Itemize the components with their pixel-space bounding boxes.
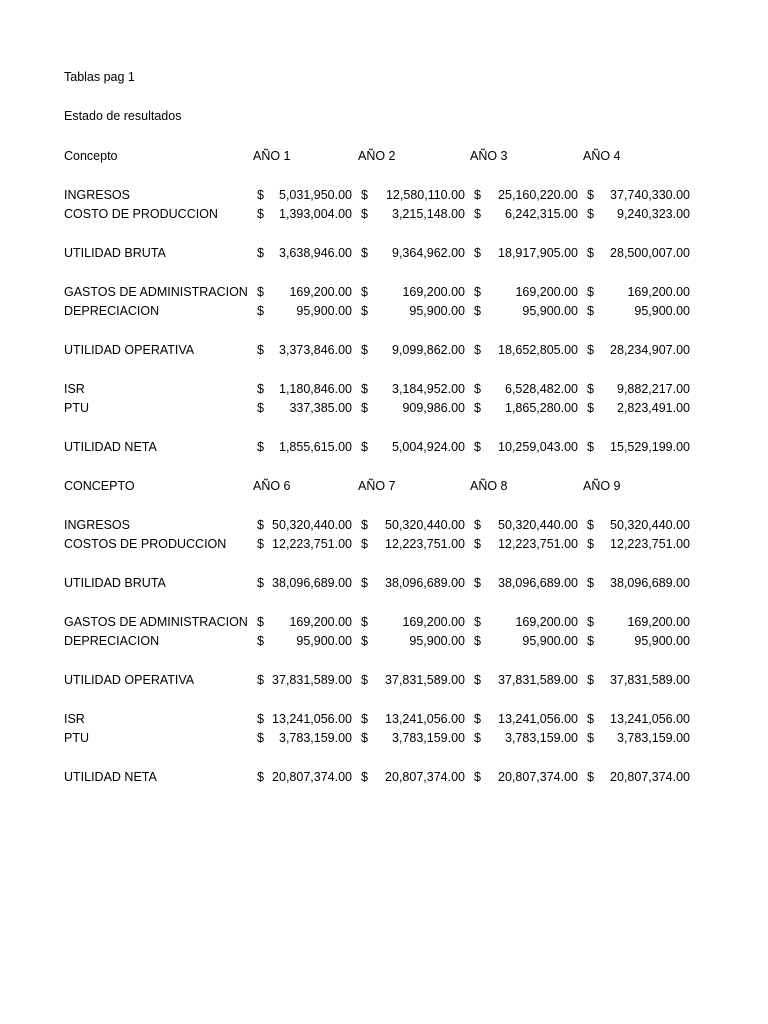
currency-symbol: $ — [474, 401, 481, 415]
amount-cell: 95,900.00 — [409, 304, 465, 318]
currency-symbol: $ — [257, 518, 264, 532]
amount-cell: 169,200.00 — [627, 285, 690, 299]
currency-symbol: $ — [361, 188, 368, 202]
currency-symbol: $ — [361, 537, 368, 551]
currency-symbol: $ — [587, 712, 594, 726]
currency-symbol: $ — [257, 382, 264, 396]
row-label: UTILIDAD OPERATIVA — [64, 343, 195, 357]
currency-symbol: $ — [361, 673, 368, 687]
currency-symbol: $ — [257, 285, 264, 299]
currency-symbol: $ — [361, 576, 368, 590]
amount-cell: 169,200.00 — [289, 615, 352, 629]
amount-cell: 20,807,374.00 — [610, 770, 690, 784]
amount-cell: 1,855,615.00 — [279, 440, 352, 454]
amount-cell: 9,364,962.00 — [392, 246, 465, 260]
table-row — [0, 244, 768, 262]
amount-cell: 15,529,199.00 — [610, 440, 690, 454]
table-row — [0, 574, 768, 592]
amount-cell: 50,320,440.00 — [272, 518, 352, 532]
currency-symbol: $ — [587, 518, 594, 532]
amount-cell: 37,740,330.00 — [610, 188, 690, 202]
table-row — [0, 710, 768, 728]
currency-symbol: $ — [474, 673, 481, 687]
amount-cell: 95,900.00 — [296, 634, 352, 648]
currency-symbol: $ — [361, 207, 368, 221]
row-label: UTILIDAD NETA — [64, 440, 157, 454]
header-row — [0, 477, 768, 495]
row-label: UTILIDAD OPERATIVA — [64, 673, 195, 687]
currency-symbol: $ — [361, 440, 368, 454]
table-row — [0, 535, 768, 553]
column-header-year: AÑO 4 — [583, 149, 621, 163]
currency-symbol: $ — [361, 285, 368, 299]
amount-cell: 12,580,110.00 — [385, 188, 465, 202]
amount-cell: 5,004,924.00 — [392, 440, 465, 454]
amount-cell: 3,783,159.00 — [279, 731, 352, 745]
amount-cell: 3,783,159.00 — [392, 731, 465, 745]
column-header-year: AÑO 6 — [253, 479, 291, 493]
amount-cell: 38,096,689.00 — [385, 576, 465, 590]
row-label: ISR — [64, 382, 85, 396]
table-row — [0, 302, 768, 320]
amount-cell: 9,099,862.00 — [392, 343, 465, 357]
row-label: UTILIDAD BRUTA — [64, 576, 166, 590]
row-label: PTU — [64, 731, 89, 745]
currency-symbol: $ — [474, 343, 481, 357]
amount-cell: 37,831,589.00 — [385, 673, 465, 687]
currency-symbol: $ — [587, 731, 594, 745]
amount-cell: 169,200.00 — [402, 285, 465, 299]
currency-symbol: $ — [587, 537, 594, 551]
currency-symbol: $ — [474, 731, 481, 745]
amount-cell: 38,096,689.00 — [498, 576, 578, 590]
amount-cell: 18,652,805.00 — [498, 343, 578, 357]
column-header-concept: CONCEPTO — [64, 479, 135, 493]
amount-cell: 20,807,374.00 — [385, 770, 465, 784]
currency-symbol: $ — [361, 518, 368, 532]
table-row — [0, 186, 768, 204]
currency-symbol: $ — [587, 770, 594, 784]
currency-symbol: $ — [361, 615, 368, 629]
amount-cell: 28,234,907.00 — [610, 343, 690, 357]
amount-cell: 3,184,952.00 — [392, 382, 465, 396]
amount-cell: 28,500,007.00 — [610, 246, 690, 260]
column-header-year: AÑO 3 — [470, 149, 508, 163]
currency-symbol: $ — [257, 770, 264, 784]
row-label: UTILIDAD BRUTA — [64, 246, 166, 260]
amount-cell: 12,223,751.00 — [385, 537, 465, 551]
amount-cell: 3,638,946.00 — [279, 246, 352, 260]
amount-cell: 3,373,846.00 — [279, 343, 352, 357]
currency-symbol: $ — [257, 246, 264, 260]
row-label: GASTOS DE ADMINISTRACION — [64, 285, 248, 299]
currency-symbol: $ — [474, 304, 481, 318]
currency-symbol: $ — [361, 304, 368, 318]
amount-cell: 95,900.00 — [409, 634, 465, 648]
amount-cell: 12,223,751.00 — [610, 537, 690, 551]
currency-symbol: $ — [474, 576, 481, 590]
currency-symbol: $ — [361, 770, 368, 784]
currency-symbol: $ — [474, 634, 481, 648]
currency-symbol: $ — [474, 518, 481, 532]
currency-symbol: $ — [587, 634, 594, 648]
amount-cell: 37,831,589.00 — [272, 673, 352, 687]
amount-cell: 50,320,440.00 — [385, 518, 465, 532]
amount-cell: 50,320,440.00 — [498, 518, 578, 532]
amount-cell: 169,200.00 — [515, 615, 578, 629]
currency-symbol: $ — [257, 615, 264, 629]
amount-cell: 38,096,689.00 — [272, 576, 352, 590]
amount-cell: 18,917,905.00 — [498, 246, 578, 260]
row-label: INGRESOS — [64, 188, 130, 202]
amount-cell: 25,160,220.00 — [498, 188, 578, 202]
amount-cell: 37,831,589.00 — [610, 673, 690, 687]
currency-symbol: $ — [361, 343, 368, 357]
amount-cell: 169,200.00 — [289, 285, 352, 299]
amount-cell: 20,807,374.00 — [272, 770, 352, 784]
amount-cell: 909,986.00 — [402, 401, 465, 415]
currency-symbol: $ — [587, 343, 594, 357]
currency-symbol: $ — [361, 731, 368, 745]
currency-symbol: $ — [587, 440, 594, 454]
currency-symbol: $ — [361, 634, 368, 648]
row-label: DEPRECIACION — [64, 634, 160, 648]
table-row — [0, 613, 768, 631]
table-row — [0, 341, 768, 359]
row-label: GASTOS DE ADMINISTRACION — [64, 615, 248, 629]
column-header-year: AÑO 8 — [470, 479, 508, 493]
currency-symbol: $ — [257, 188, 264, 202]
amount-cell: 3,783,159.00 — [505, 731, 578, 745]
currency-symbol: $ — [587, 188, 594, 202]
row-label: ISR — [64, 712, 85, 726]
table-row — [0, 729, 768, 747]
amount-cell: 12,223,751.00 — [272, 537, 352, 551]
table-row — [0, 399, 768, 417]
amount-cell: 169,200.00 — [515, 285, 578, 299]
currency-symbol: $ — [257, 343, 264, 357]
table-row — [0, 516, 768, 534]
currency-symbol: $ — [474, 537, 481, 551]
column-header-year: AÑO 7 — [358, 479, 396, 493]
currency-symbol: $ — [474, 440, 481, 454]
currency-symbol: $ — [257, 576, 264, 590]
table-row — [0, 438, 768, 456]
amount-cell: 1,865,280.00 — [505, 401, 578, 415]
amount-cell: 12,223,751.00 — [498, 537, 578, 551]
section-title: Estado de resultados — [64, 109, 182, 123]
table-row — [0, 205, 768, 223]
amount-cell: 38,096,689.00 — [610, 576, 690, 590]
currency-symbol: $ — [257, 304, 264, 318]
table-row — [0, 671, 768, 689]
currency-symbol: $ — [587, 615, 594, 629]
amount-cell: 3,783,159.00 — [617, 731, 690, 745]
currency-symbol: $ — [257, 401, 264, 415]
doc-title: Tablas pag 1 — [64, 70, 135, 84]
amount-cell: 6,528,482.00 — [505, 382, 578, 396]
amount-cell: 169,200.00 — [402, 615, 465, 629]
row-label: COSTO DE PRODUCCION — [64, 207, 218, 221]
currency-symbol: $ — [474, 246, 481, 260]
table-row — [0, 380, 768, 398]
row-label: COSTOS DE PRODUCCION — [64, 537, 227, 551]
amount-cell: 95,900.00 — [522, 304, 578, 318]
table-row — [0, 283, 768, 301]
currency-symbol: $ — [361, 712, 368, 726]
currency-symbol: $ — [587, 304, 594, 318]
amount-cell: 13,241,056.00 — [272, 712, 352, 726]
currency-symbol: $ — [587, 207, 594, 221]
amount-cell: 13,241,056.00 — [498, 712, 578, 726]
currency-symbol: $ — [587, 382, 594, 396]
amount-cell: 95,900.00 — [296, 304, 352, 318]
currency-symbol: $ — [587, 673, 594, 687]
header-row — [0, 147, 768, 165]
currency-symbol: $ — [361, 382, 368, 396]
amount-cell: 20,807,374.00 — [498, 770, 578, 784]
currency-symbol: $ — [474, 615, 481, 629]
table-row — [0, 768, 768, 786]
currency-symbol: $ — [474, 382, 481, 396]
amount-cell: 5,031,950.00 — [279, 188, 352, 202]
currency-symbol: $ — [257, 731, 264, 745]
amount-cell: 169,200.00 — [627, 615, 690, 629]
currency-symbol: $ — [361, 246, 368, 260]
currency-symbol: $ — [474, 770, 481, 784]
amount-cell: 1,393,004.00 — [279, 207, 352, 221]
column-header-year: AÑO 9 — [583, 479, 621, 493]
currency-symbol: $ — [257, 440, 264, 454]
row-label: DEPRECIACION — [64, 304, 160, 318]
row-label: UTILIDAD NETA — [64, 770, 157, 784]
amount-cell: 37,831,589.00 — [498, 673, 578, 687]
currency-symbol: $ — [587, 401, 594, 415]
currency-symbol: $ — [257, 207, 264, 221]
column-header-year: AÑO 1 — [253, 149, 291, 163]
row-label: INGRESOS — [64, 518, 130, 532]
amount-cell: 95,900.00 — [634, 304, 690, 318]
currency-symbol: $ — [257, 537, 264, 551]
amount-cell: 337,385.00 — [289, 401, 352, 415]
amount-cell: 50,320,440.00 — [610, 518, 690, 532]
currency-symbol: $ — [474, 712, 481, 726]
amount-cell: 10,259,043.00 — [498, 440, 578, 454]
currency-symbol: $ — [587, 246, 594, 260]
currency-symbol: $ — [474, 285, 481, 299]
currency-symbol: $ — [361, 401, 368, 415]
column-header-concept: Concepto — [64, 149, 118, 163]
amount-cell: 1,180,846.00 — [279, 382, 352, 396]
currency-symbol: $ — [587, 576, 594, 590]
amount-cell: 9,240,323.00 — [617, 207, 690, 221]
currency-symbol: $ — [587, 285, 594, 299]
amount-cell: 13,241,056.00 — [385, 712, 465, 726]
currency-symbol: $ — [257, 634, 264, 648]
amount-cell: 95,900.00 — [522, 634, 578, 648]
amount-cell: 6,242,315.00 — [505, 207, 578, 221]
row-label: PTU — [64, 401, 89, 415]
table-row — [0, 632, 768, 650]
amount-cell: 3,215,148.00 — [392, 207, 465, 221]
currency-symbol: $ — [257, 712, 264, 726]
amount-cell: 2,823,491.00 — [617, 401, 690, 415]
amount-cell: 9,882,217.00 — [617, 382, 690, 396]
amount-cell: 95,900.00 — [634, 634, 690, 648]
currency-symbol: $ — [257, 673, 264, 687]
currency-symbol: $ — [474, 188, 481, 202]
amount-cell: 13,241,056.00 — [610, 712, 690, 726]
currency-symbol: $ — [474, 207, 481, 221]
column-header-year: AÑO 2 — [358, 149, 396, 163]
